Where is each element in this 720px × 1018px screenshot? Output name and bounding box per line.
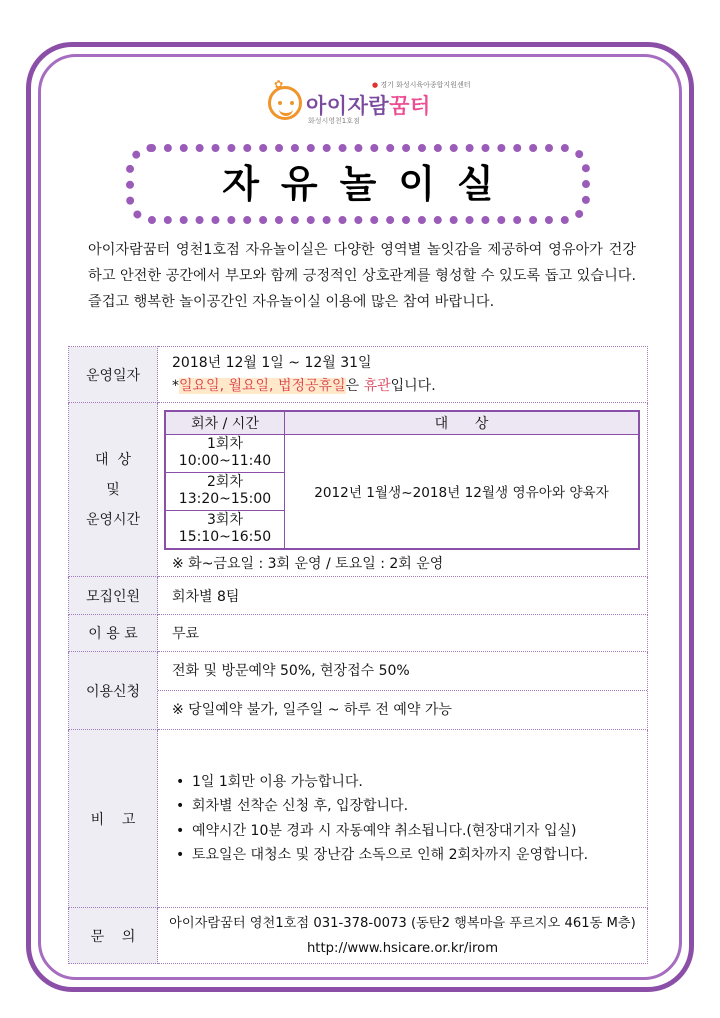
contact-url[interactable]: http://www.hsicare.or.kr/irom — [306, 940, 499, 956]
remarks-label: 비 고 — [69, 730, 158, 908]
title-box — [126, 144, 590, 224]
logo — [268, 78, 478, 128]
session-1: 1회차 10:00~11:40 — [165, 434, 285, 472]
logo-subtext: 화성시영천1호점 — [308, 117, 360, 125]
period-value — [158, 347, 648, 403]
row-schedule — [69, 403, 648, 577]
remark-item: • 1일 1회만 이용 가능합니다. — [176, 770, 647, 795]
schedule-label: 대 상 및 운영시간 — [69, 403, 158, 577]
target-audience: 2012년 1월생~2018년 12월생 영유아와 양육자 — [285, 434, 640, 549]
row-fee — [69, 615, 648, 652]
row-remarks — [69, 730, 648, 908]
logo-text: 아이자람꿈터 — [306, 94, 431, 118]
apply-method: 전화 및 방문예약 50%, 현장접수 50% — [158, 652, 647, 691]
apply-label: 이용신청 — [69, 652, 158, 730]
period-dates: 2018년 12월 1일 ~ 12월 31일 — [172, 354, 372, 371]
intro-paragraph: 아이자람꿈터 영천1호점 자유놀이실은 다양한 영역별 놀잇감을 제공하여 영유아가 건강하고 안전한 공간에서 부모와 함께 긍정적인 상호관계를 형성할 수 있도록 돕고 있습니다. 즐겁고 행복한 놀이공간인 자유놀이실 이용에 많은 참여 바랍니다. — [88, 242, 636, 310]
contact-address: 아이자람꿈터 영천1호점 031-378-0073 (동탄2 행복마을 푸르지오 461동 M층) — [169, 915, 636, 931]
remarks-list — [158, 770, 647, 868]
smile-face-icon — [268, 86, 302, 120]
remark-item: • 예약시간 10분 경과 시 자동예약 취소됩니다.(현장대기자 입실) — [176, 819, 647, 844]
row-period — [69, 347, 648, 403]
row-apply — [69, 652, 648, 730]
contact-value — [158, 908, 648, 964]
remark-item: • 회차별 선착순 신청 후, 입장합니다. — [176, 794, 647, 819]
row-contact — [69, 908, 648, 964]
session-3: 3회차 15:10~16:50 — [165, 510, 285, 549]
header-target: 대 상 — [285, 411, 640, 435]
page-title: 자유놀이실 — [222, 162, 516, 206]
row-capacity — [69, 577, 648, 615]
apply-note: ※ 당일예약 불가, 일주일 ~ 하루 전 예약 가능 — [172, 702, 452, 718]
remark-item: • 토요일은 대청소 및 장난감 소독으로 인해 2회차까지 운영합니다. — [176, 843, 647, 868]
schedule-note: ※ 화~금요일 : 3회 운영 / 토요일 : 2회 운영 — [172, 555, 444, 572]
apply-value — [158, 652, 648, 730]
period-label: 운영일자 — [69, 347, 158, 403]
schedule-table — [164, 410, 640, 550]
header-session: 회차 / 시간 — [165, 411, 285, 435]
contact-label: 문 의 — [69, 908, 158, 964]
closed-days-notice: *일요일, 월요일, 법정공휴일은 휴관입니다. — [172, 377, 436, 394]
closed-word: 휴관 — [363, 377, 391, 394]
capacity-value: 회차별 8팀 — [158, 577, 648, 615]
capacity-label: 모집인원 — [69, 577, 158, 615]
closed-days: 일요일, 월요일, 법정공휴일 — [179, 377, 346, 394]
fee-label: 이 용 료 — [69, 615, 158, 652]
remarks-value — [158, 730, 648, 908]
sprout-icon: ✿ — [274, 78, 284, 91]
info-table — [68, 346, 648, 964]
schedule-value — [158, 403, 648, 577]
session-2: 2회차 13:20~15:00 — [165, 472, 285, 510]
logo-org-name: ● 경기 화성시육아종합지원센터 — [372, 81, 471, 89]
fee-value: 무료 — [158, 615, 648, 652]
